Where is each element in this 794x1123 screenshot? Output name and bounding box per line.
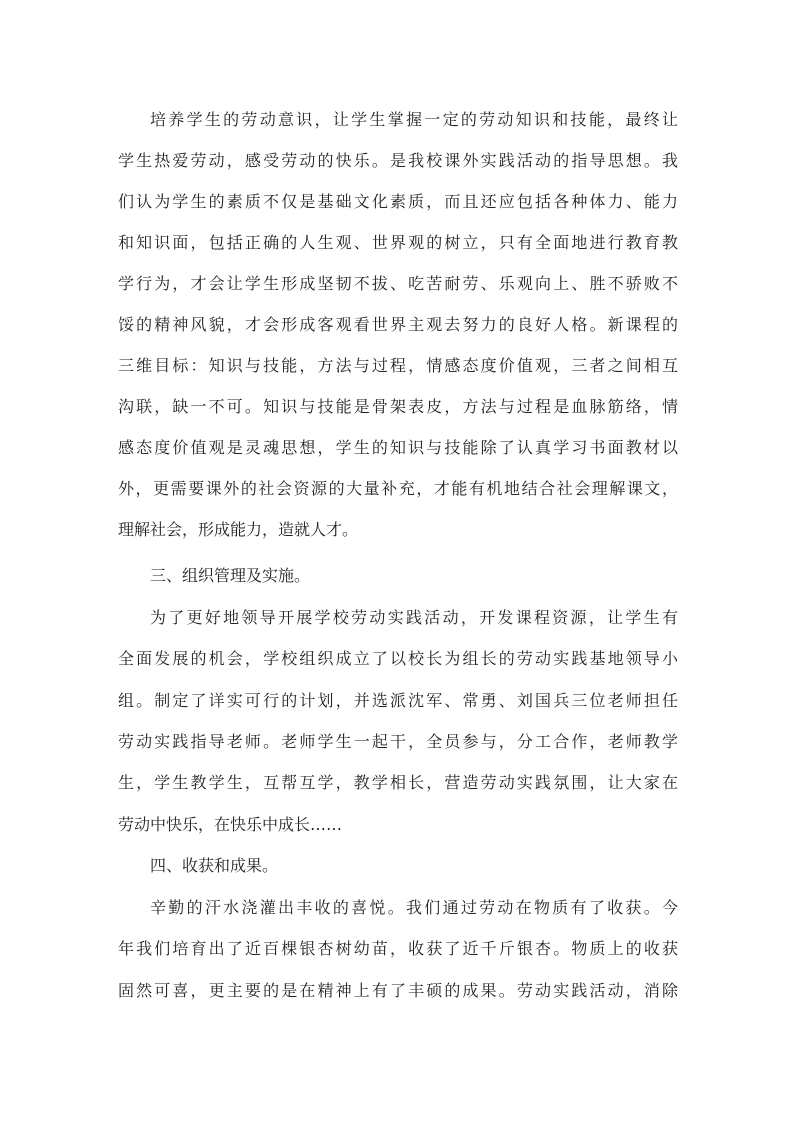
text-line: 劳动实践指导老师。老师学生一起干，全员参与，分工合作，老师教学 xyxy=(118,732,678,751)
text-line: 和知识面，包括正确的人生观、世界观的树立，只有全面地进行教育教 xyxy=(118,233,678,252)
text-line: 生，学生教学生，互帮互学，教学相长，营造劳动实践氛围，让大家在 xyxy=(118,773,678,792)
text-line: 固然可喜，更主要的是在精神上有了丰硕的成果。劳动实践活动，消除 xyxy=(118,981,678,1000)
text-line: 们认为学生的素质不仅是基础文化素质，而且还应包括各种体力、能力 xyxy=(118,192,678,211)
text-line: 三维目标：知识与技能，方法与过程，情感态度价值观，三者之间相互 xyxy=(118,356,678,375)
text-line: 感态度价值观是灵魂思想，学生的知识与技能除了认真学习书面教材以 xyxy=(118,438,678,457)
text-line: 劳动中快乐，在快乐中成长…… xyxy=(118,815,343,834)
text-line: 外，更需要课外的社会资源的大量补充，才能有机地结合社会理解课文， xyxy=(118,479,678,498)
text-line: 馁的精神风貌，才会形成客观看世界主观去努力的良好人格。新课程的 xyxy=(118,315,678,334)
text-line: 培养学生的劳动意识，让学生掌握一定的劳动知识和技能，最终让 xyxy=(150,110,678,129)
text-line: 四、收获和成果。 xyxy=(150,856,279,875)
text-line: 理解社会，形成能力，造就人才。 xyxy=(118,520,359,539)
text-line: 组。制定了详实可行的计划，并选派沈军、常勇、刘国兵三位老师担任 xyxy=(118,691,678,710)
text-line: 三、组织管理及实施。 xyxy=(150,566,311,585)
text-line: 全面发展的机会，学校组织成立了以校长为组长的劳动实践基地领导小 xyxy=(118,649,678,668)
text-line: 学生热爱劳动，感受劳动的快乐。是我校课外实践活动的指导思想。我 xyxy=(118,151,678,170)
text-line: 为了更好地领导开展学校劳动实践活动，开发课程资源，让学生有 xyxy=(150,608,678,627)
text-line: 年我们培育出了近百棵银杏树幼苗，收获了近千斤银杏。物质上的收获 xyxy=(118,939,678,958)
text-line: 辛勤的汗水浇灌出丰收的喜悦。我们通过劳动在物质有了收获。今 xyxy=(150,898,678,917)
text-line: 学行为，才会让学生形成坚韧不拔、吃苦耐劳、乐观向上、胜不骄败不 xyxy=(118,274,678,293)
text-line: 沟联，缺一不可。知识与技能是骨架表皮，方法与过程是血脉筋络，情 xyxy=(118,397,678,416)
